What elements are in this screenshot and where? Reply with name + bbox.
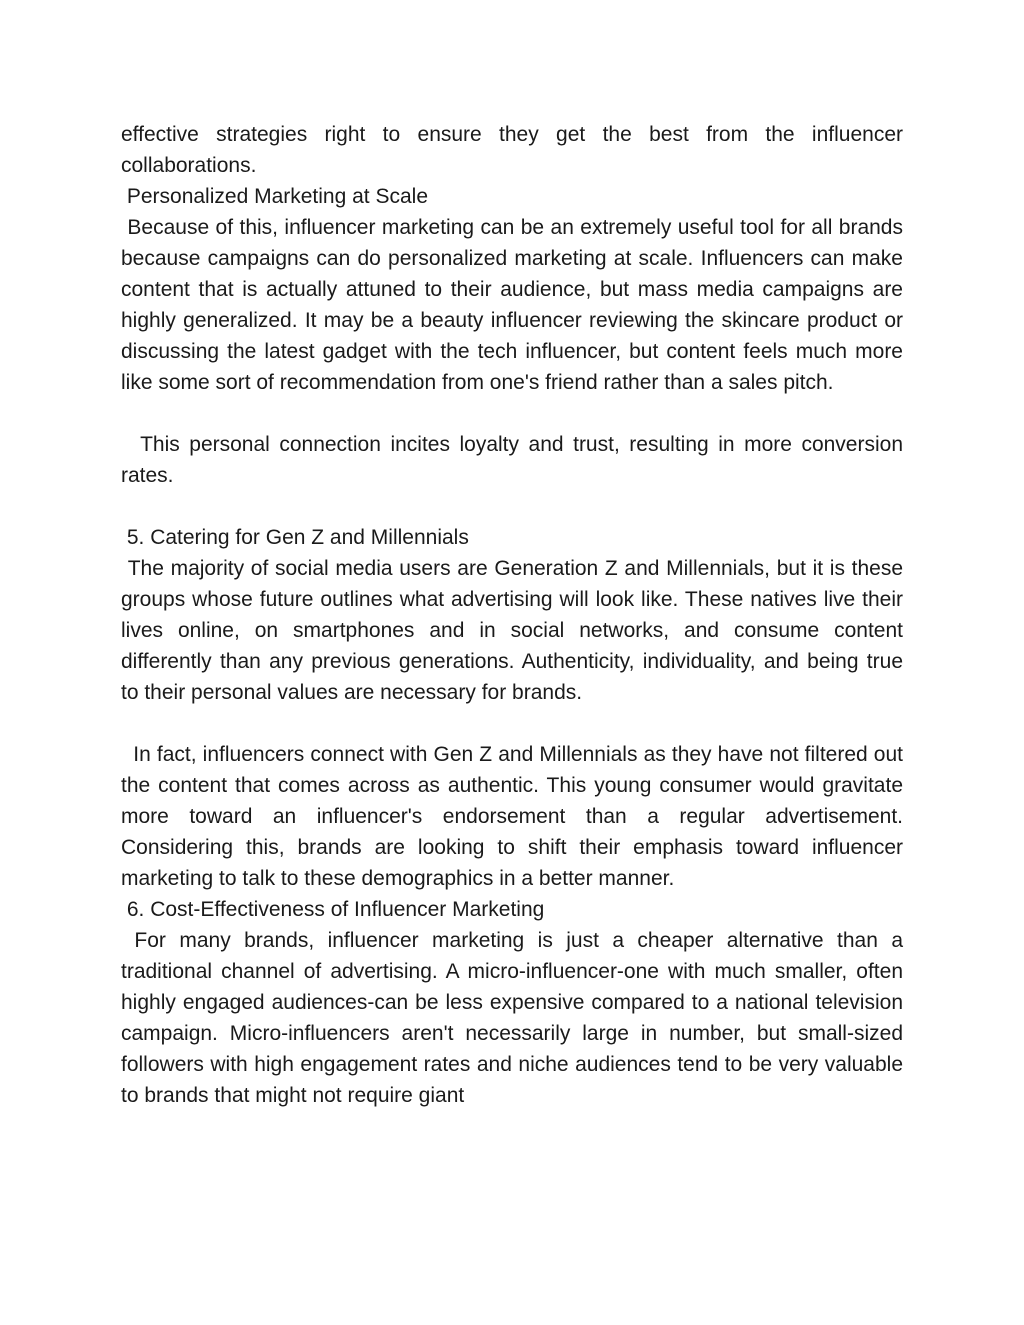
paragraph-spacer <box>121 708 903 739</box>
section-heading-cost-effectiveness: 6. Cost-Effectiveness of Influencer Marketing <box>121 898 545 921</box>
paragraph-collaborations: effective strategies right to ensure they get the best from the influencer collaborations. <box>121 123 909 177</box>
paragraph-gen-z-millennials: The majority of social media users are Generation Z and Millennials, but it is these groups whose future outlines what advertising will look like. These natives live their lives online, on smartphones and in social networks, and consume content differently than any previous generations. Authenticity, individuality, and being true to their personal values are necessary for brands. <box>121 557 909 704</box>
section-heading-personalized-marketing: Personalized Marketing at Scale <box>121 185 429 208</box>
paragraph-personal-connection: This personal connection incites loyalty and trust, resulting in more conversion rates. <box>121 433 909 487</box>
paragraph-spacer <box>121 491 903 522</box>
paragraph-spacer <box>121 398 903 429</box>
paragraph-personalized-marketing: Because of this, influencer marketing can be an extremely useful tool for all brands because campaigns can do personalized marketing at scale. Influencers can make content that is actually attuned to their audience, but mass media campaigns are highly generalized. It may be a beauty influencer reviewing the skincare product or discussing the latest gadget with the tech influencer, but content feels much more like some sort of recommendation from one's friend rather than a sales pitch. <box>121 216 909 394</box>
paragraph-cost-effectiveness: For many brands, influencer marketing is just a cheaper alternative than a traditional channel of advertising. A micro-influencer-one with much smaller, often highly engaged audiences-can be less expensive compared to a national television campaign. Micro-influencers aren't necessarily large in number, but small-sized followers with high engagement rates and niche audiences tend to be very valuable to brands that might not require giant <box>121 929 909 1107</box>
paragraph-influencers-connect: In fact, influencers connect with Gen Z and Millennials as they have not filtered out the content that comes across as authentic. This young consumer would gravitate more toward an influencer's endorsement than a regular advertisement. Considering this, brands are looking to shift their emphasis toward influencer marketing to talk to these demographics in a better manner. <box>121 743 909 890</box>
document-page <box>121 119 909 1111</box>
section-heading-gen-z-millennials: 5. Catering for Gen Z and Millennials <box>121 526 469 549</box>
